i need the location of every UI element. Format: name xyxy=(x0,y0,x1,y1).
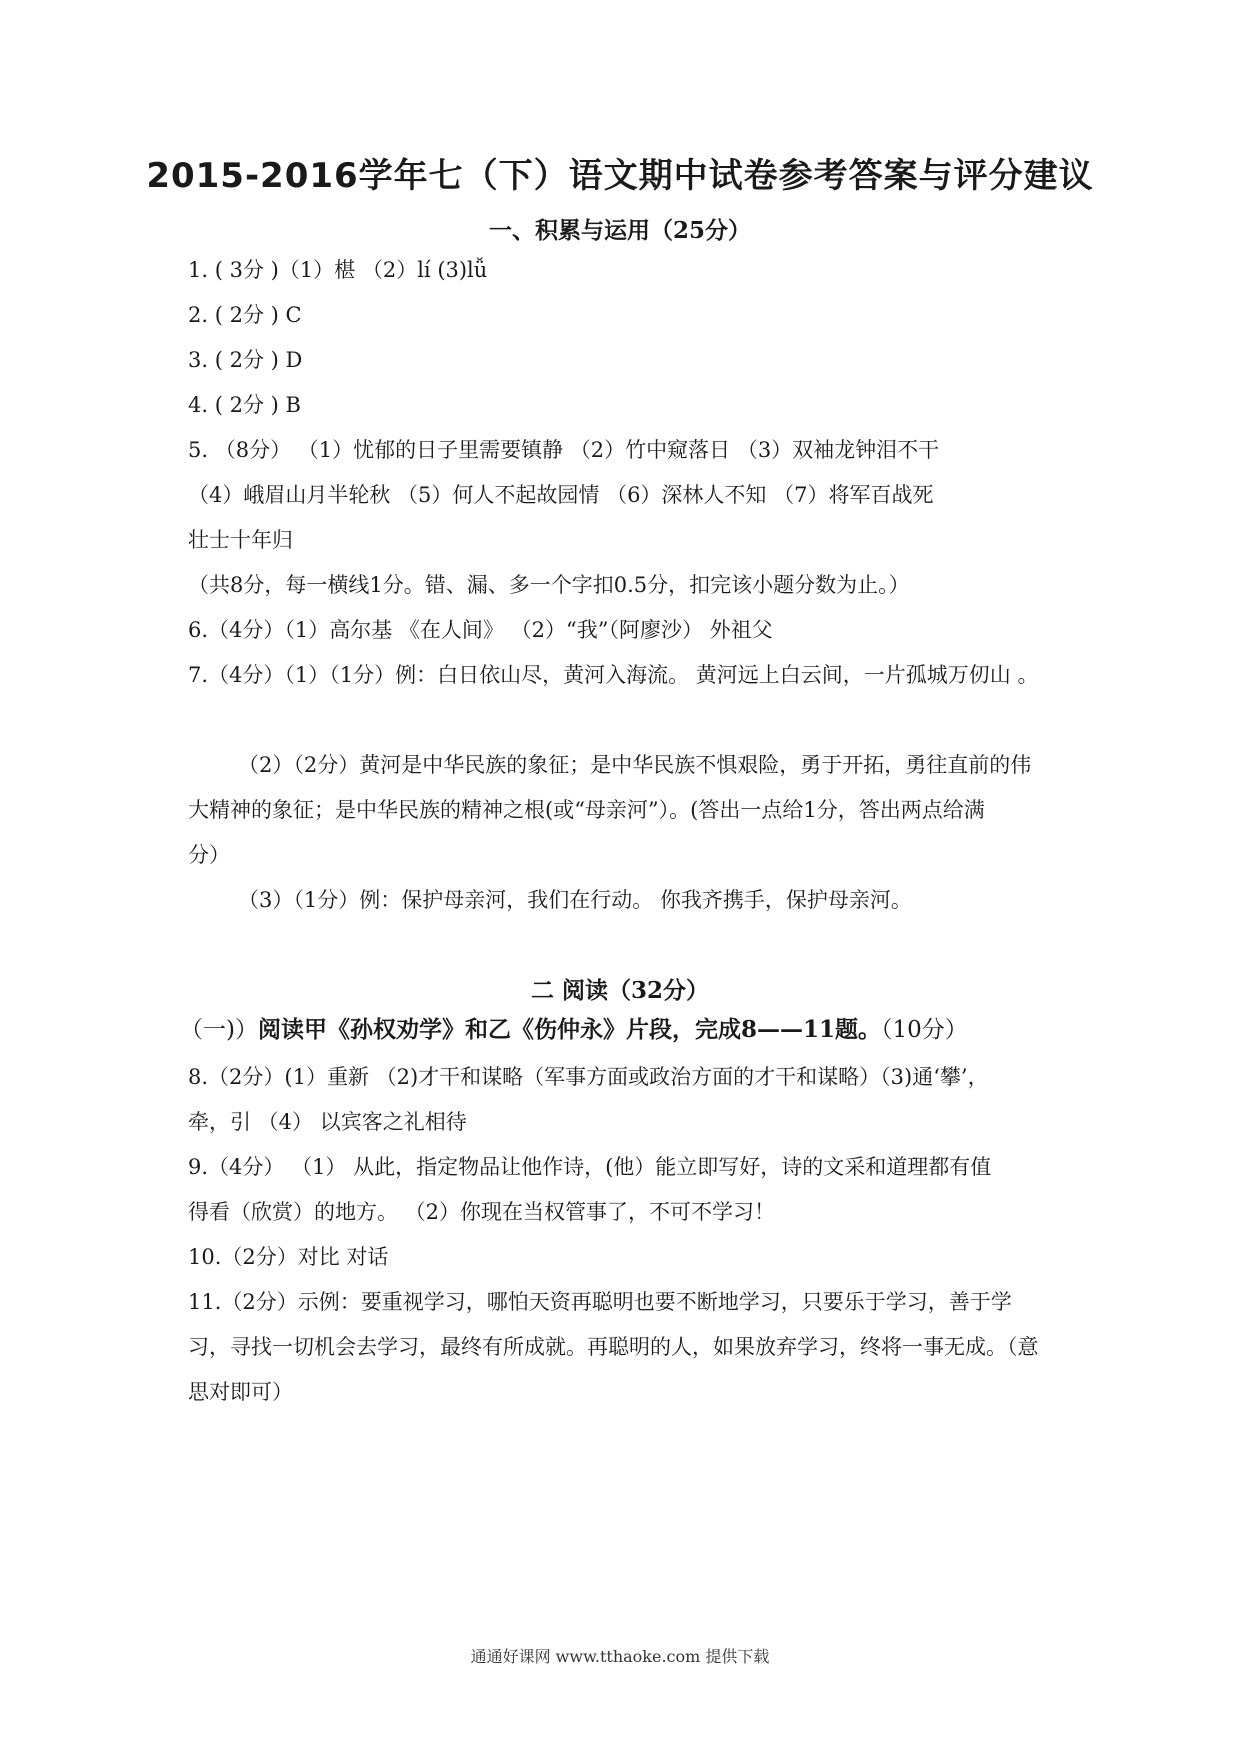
answer-line-5-cont: （4）峨眉山月半轮秋 （5）何人不起故园情 （6）深林人不知 （7）将军百战死 xyxy=(188,483,934,507)
reading-subheading xyxy=(180,1015,968,1045)
answer-line-2: 2. ( 2分 ) C xyxy=(188,303,302,327)
answer-line-9-cont: 得看（欣赏）的地方。 （2）你现在当权管事了，不可不学习！ xyxy=(188,1200,776,1224)
answer-line-7-2-cont2: 分） xyxy=(188,843,230,867)
answer-line-7-2-cont: 大精神的象征；是中华民族的精神之根(或“母亲河”）。(答出一点给1分，答出两点给满 xyxy=(188,798,985,822)
answer-line-3: 3. ( 2分 ) D xyxy=(188,348,303,372)
answer-line-11-cont: 习，寻找一切机会去学习，最终有所成就。再聪明的人，如果放弃学习，终将一事无成。（意 xyxy=(188,1335,1039,1359)
answer-line-7-3: （3）（1分）例：保护母亲河，我们在行动。 你我齐携手，保护母亲河。 xyxy=(238,888,912,912)
scoring-note: （共8分，每一横线1分。错、漏、多一个字扣0.5分，扣完该小题分数为止。） xyxy=(188,573,910,597)
answer-line-9: 9.（4分） （1） 从此，指定物品让他作诗，(他）能立即写好，诗的文采和道理都有值 xyxy=(188,1155,992,1179)
answer-line-7-2: （2）（2分）黄河是中华民族的象征；是中华民族不惧艰险，勇于开拓，勇往直前的伟 xyxy=(238,753,1032,777)
answer-line-7: 7.（4分）（1）（1分）例：白日依山尽，黄河入海流。 黄河远上白云间，一片孤城万仞山 。 xyxy=(188,663,1039,687)
answer-line-5: 5. （8分） （1）忧郁的日子里需要镇静 （2）竹中窥落日 （3）双袖龙钟泪不干 xyxy=(188,438,940,462)
answer-line-5-cont2: 壮士十年归 xyxy=(188,528,293,552)
answer-line-1: 1. ( 3分 )（1）椹 （2）lí (3)lǚ xyxy=(188,258,488,282)
answer-line-4: 4. ( 2分 ) B xyxy=(188,393,301,417)
answer-line-10: 10.（2分）对比 对话 xyxy=(188,1245,389,1269)
subheading-main: 阅读甲《孙权劝学》和乙《伤仲永》片段，完成8——11题。 xyxy=(257,1016,881,1043)
subheading-score: （10分） xyxy=(881,1017,968,1043)
subheading-prefix: （一)） xyxy=(180,1017,258,1043)
answer-line-11: 11.（2分）示例：要重视学习，哪怕天资再聪明也要不断地学习，只要乐于学习，善于学 xyxy=(188,1290,1012,1314)
section-heading-reading: 二 阅读（32分） xyxy=(530,977,709,1004)
answer-line-11-cont2: 思对即可） xyxy=(188,1380,293,1404)
page-footer: 通通好课网 www.tthaoke.com 提供下载 xyxy=(470,1647,770,1666)
answer-line-8: 8.（2分）(1）重新 （2)才干和谋略（军事方面或政治方面的才干和谋略）（3)通‘攀’， xyxy=(188,1065,989,1089)
answer-line-8-cont: 牵，引 （4） 以宾客之礼相待 xyxy=(188,1110,467,1134)
section-heading-accumulation: 一、积累与运用（25分） xyxy=(488,217,751,244)
answer-line-6: 6.（4分）（1）高尔基 《在人间》 （2）“我”（阿廖沙） 外祖父 xyxy=(188,618,773,642)
page-title: 2015-2016学年七（下）语文期中试卷参考答案与评分建议 xyxy=(146,156,1094,196)
